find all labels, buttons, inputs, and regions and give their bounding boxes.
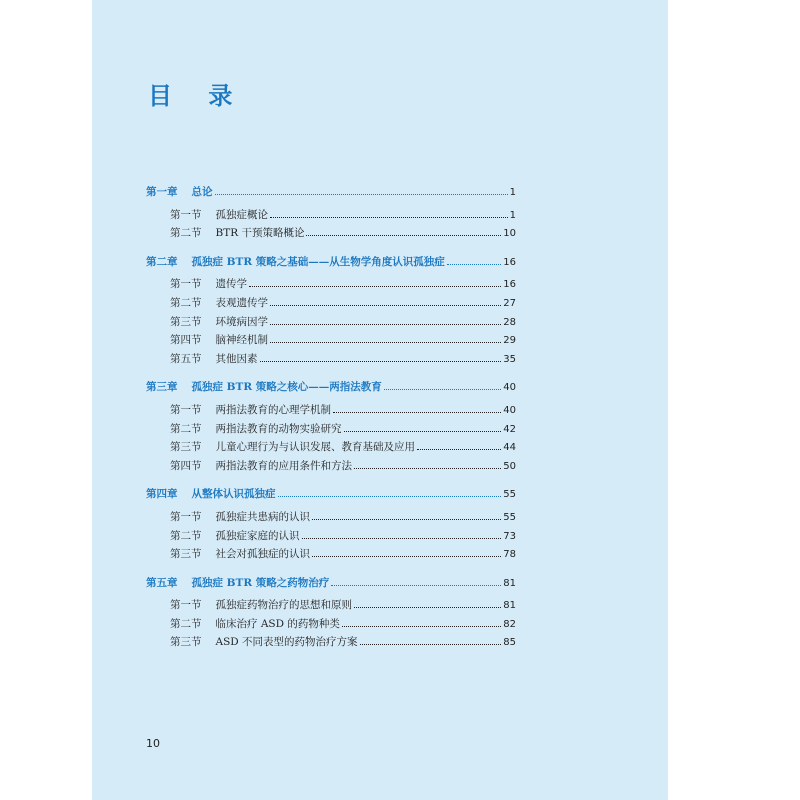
section-entry[interactable] (146, 439, 516, 458)
chapter-page: 1 (509, 187, 516, 198)
section-number: 第三节 (170, 548, 202, 561)
section-title: 社会对孤独症的认识 (215, 548, 310, 561)
section-title: 孤独症概论 (215, 208, 268, 221)
section-number: 第四节 (170, 459, 202, 472)
dot-leader (354, 607, 501, 608)
chapter-block (146, 575, 516, 653)
chapter-page: 81 (503, 577, 516, 589)
chapter-entry[interactable] (146, 486, 516, 505)
section-number: 第二节 (170, 227, 202, 240)
section-page: 44 (503, 442, 516, 454)
dot-leader (249, 286, 501, 287)
section-title: 临床治疗 ASD 的药物种类 (215, 617, 340, 630)
section-entry[interactable] (146, 351, 516, 370)
section-number: 第一节 (170, 278, 202, 291)
chapter-entry[interactable] (146, 575, 516, 594)
chapter-page: 55 (503, 489, 516, 501)
section-page: 27 (503, 297, 516, 309)
dot-leader (215, 194, 508, 195)
section-title: 儿童心理行为与认识发展、教育基础及应用 (215, 441, 415, 454)
section-entry[interactable] (146, 225, 516, 244)
section-page: 55 (503, 511, 516, 523)
dot-leader (333, 412, 501, 413)
section-entry[interactable] (146, 634, 516, 653)
page-title: 目 录 (148, 82, 247, 110)
section-entry[interactable] (146, 402, 516, 421)
section-number: 第四节 (170, 334, 202, 347)
section-title: 两指法教育的应用条件和方法 (215, 459, 352, 472)
section-title: 孤独症共患病的认识 (215, 510, 310, 523)
chapter-number: 第五章 (146, 576, 178, 589)
section-title: 其他因素 (215, 352, 258, 365)
section-entry[interactable] (146, 207, 516, 226)
dot-leader (447, 264, 502, 265)
dot-leader (312, 556, 501, 557)
section-number: 第二节 (170, 529, 202, 542)
chapter-entry[interactable] (146, 254, 516, 273)
section-number: 第二节 (170, 422, 202, 435)
section-number: 第三节 (170, 441, 202, 454)
table-of-contents (146, 184, 516, 663)
section-number: 第三节 (170, 636, 202, 649)
section-number: 第二节 (170, 296, 202, 309)
section-page: 73 (503, 530, 516, 542)
chapter-block (146, 486, 516, 564)
section-entry[interactable] (146, 509, 516, 528)
section-title: ASD 不同表型的药物治疗方案 (215, 636, 358, 649)
section-page: 16 (503, 279, 516, 291)
dot-leader (270, 217, 508, 218)
section-number: 第一节 (170, 599, 202, 612)
dot-leader (417, 449, 501, 450)
section-title: 脑神经机制 (215, 334, 268, 347)
chapter-block (146, 379, 516, 476)
dot-leader (270, 305, 501, 306)
dot-leader (342, 626, 501, 627)
section-entry[interactable] (146, 332, 516, 351)
dot-leader (302, 538, 502, 539)
section-page: 28 (503, 316, 516, 328)
section-entry[interactable] (146, 314, 516, 333)
section-entry[interactable] (146, 458, 516, 477)
dot-leader (306, 235, 501, 236)
section-title: 孤独症家庭的认识 (215, 529, 300, 542)
section-page: 42 (503, 423, 516, 435)
section-title: 表观遗传学 (215, 296, 268, 309)
section-page: 82 (503, 618, 516, 630)
page-number: 10 (146, 737, 160, 750)
section-entry[interactable] (146, 546, 516, 565)
section-number: 第一节 (170, 403, 202, 416)
chapter-title: 从整体认识孤独症 (191, 488, 276, 501)
chapter-number: 第一章 (146, 186, 178, 198)
section-entry[interactable] (146, 295, 516, 314)
section-number: 第二节 (170, 617, 202, 630)
dot-leader (354, 468, 501, 469)
section-page: 29 (503, 335, 516, 347)
section-page: 50 (503, 460, 516, 472)
section-title: 孤独症药物治疗的思想和原则 (215, 599, 352, 612)
section-entry[interactable] (146, 597, 516, 616)
section-page: 81 (503, 600, 516, 612)
chapter-title: 孤独症 BTR 策略之药物治疗 (191, 576, 330, 589)
dot-leader (360, 644, 502, 645)
dot-leader (270, 342, 501, 343)
section-entry[interactable] (146, 421, 516, 440)
section-title: 两指法教育的心理学机制 (215, 403, 331, 416)
section-number: 第三节 (170, 315, 202, 328)
chapter-number: 第四章 (146, 488, 178, 501)
dot-leader (278, 496, 502, 497)
chapter-title: 孤独症 BTR 策略之核心——两指法教育 (191, 381, 382, 394)
section-title: BTR 干预策略概论 (215, 227, 305, 240)
dot-leader (384, 389, 502, 390)
section-page: 78 (503, 549, 516, 561)
section-entry[interactable] (146, 616, 516, 635)
dot-leader (260, 361, 502, 362)
chapter-entry[interactable] (146, 184, 516, 203)
book-page (92, 0, 668, 800)
section-number: 第一节 (170, 510, 202, 523)
section-number: 第一节 (170, 208, 202, 221)
section-title: 环境病因学 (215, 315, 268, 328)
section-page: 1 (509, 209, 516, 221)
section-number: 第五节 (170, 352, 202, 365)
section-page: 35 (503, 353, 516, 365)
section-entry[interactable] (146, 528, 516, 547)
section-entry[interactable] (146, 276, 516, 295)
dot-leader (331, 585, 501, 586)
dot-leader (344, 431, 502, 432)
section-title: 遗传学 (215, 278, 247, 291)
chapter-title: 总论 (191, 186, 213, 198)
chapter-page: 40 (503, 382, 516, 394)
chapter-block (146, 184, 516, 244)
section-page: 10 (503, 228, 516, 240)
section-title: 两指法教育的动物实验研究 (215, 422, 342, 435)
chapter-page: 16 (503, 256, 516, 268)
chapter-title: 孤独症 BTR 策略之基础——从生物学角度认识孤独症 (191, 255, 445, 268)
section-page: 40 (503, 404, 516, 416)
dot-leader (270, 324, 501, 325)
section-page: 85 (503, 637, 516, 649)
chapter-entry[interactable] (146, 379, 516, 398)
chapter-number: 第三章 (146, 381, 178, 394)
chapter-number: 第二章 (146, 255, 178, 268)
chapter-block (146, 254, 516, 370)
dot-leader (312, 519, 501, 520)
